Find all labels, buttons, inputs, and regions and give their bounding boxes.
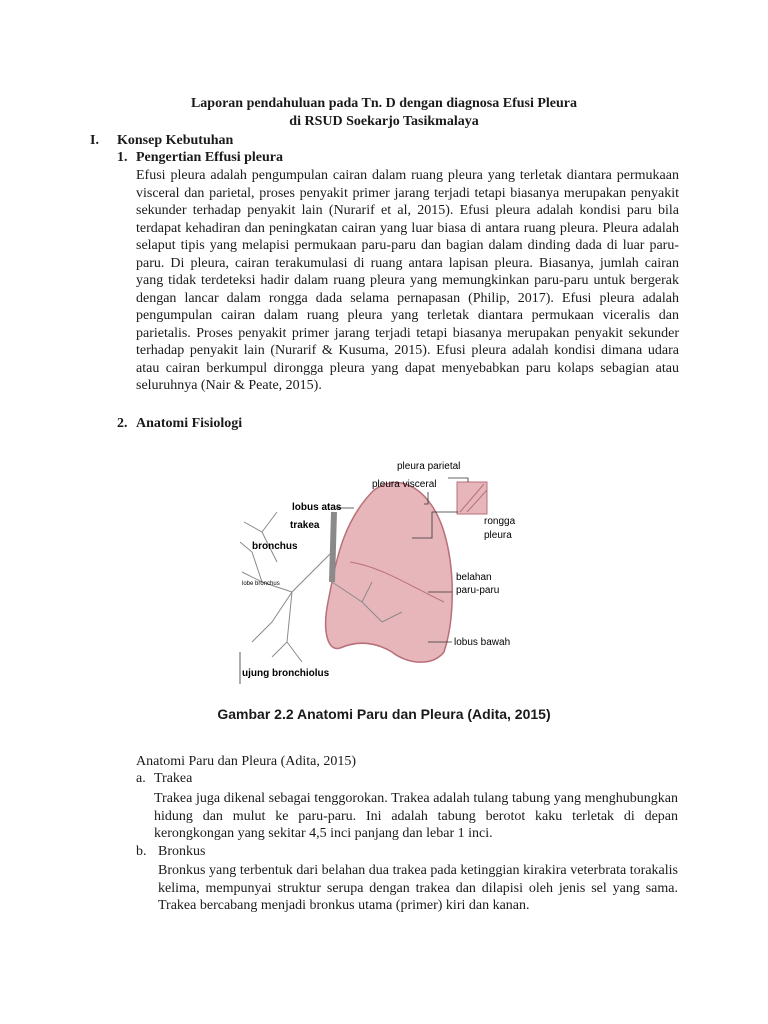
item-b-letter: b. [136,844,147,859]
item-a-body: Trakea juga dikenal sebagai tenggorokan. Trakea adalah tulang tabung yang menghubungkan hidung dan mulut ke paru-paru. Ini adalah tabung berotot kaku terletak di depan kerongkongan yang sekitar 4,5 inci panjang dan lebar 1 inci. [154,791,678,841]
subsection-1-number: 1. [117,150,128,165]
label-rongga-1: rongga [484,516,516,527]
anatomy-source-line: Anatomi Paru dan Pleura (Adita, 2015) [136,754,357,769]
label-belahan-2: paru-paru [456,585,500,596]
label-lobus-bawah: lobus bawah [454,637,511,648]
section-heading: Konsep Kebutuhan [117,133,234,148]
item-b-heading: Bronkus [158,844,206,859]
label-ujung-bronchiolus: ujung bronchiolus [242,668,330,679]
subsection-2-heading: Anatomi Fisiologi [136,416,243,431]
label-rongga-2: pleura [484,530,512,541]
figure-caption: Gambar 2.2 Anatomi Paru dan Pleura (Adita, 2015) [217,706,551,722]
label-belahan-1: belahan [456,572,492,583]
document-title-line-2: di RSUD Soekarjo Tasikmalaya [289,114,479,129]
label-pleura-parietal: pleura parietal [397,461,461,472]
section-numeral: I. [90,133,99,148]
label-lobe-bronchus: lobe bronchus [242,581,280,587]
document-title-line-1: Laporan pendahuluan pada Tn. D dengan diagnosa Efusi Pleura [190,96,578,111]
subsection-2-number: 2. [117,416,128,431]
item-a-letter: a. [136,771,146,786]
label-lobus-atas: lobus atas [292,502,342,513]
label-pleura-visceral: pleura visceral [372,479,437,490]
left-lung-shape [326,482,453,662]
lung-anatomy-figure [232,452,542,684]
label-bronchus: bronchus [252,541,298,552]
definition-paragraph: Efusi pleura adalah pengumpulan cairan dalam ruang pleura yang terletak diantara permukaan visceral dan parietal, proses penyakit primer jarang terjadi tetapi biasanya merupakan penyakit sekunder terhadap penyakit lain (Nurarif et al, 2015). Efusi pleura adalah kondisi paru bila terdapat kehadiran dan peningkatan cairan yang luar biasa di antara ruang pleura. Pleura adalah selaput tipis yang melapisi permukaan paru-paru dan bagian dalam dinding dada di luar paru-paru. Di pleura, cairan terakumulasi di ruang antara lapisan pleura. Biasanya, jumlah cairan yang tidak terdeteksi hadir dalam ruang pleura yang memungkinkan paru-paru untuk bergerak dengan lancar dalam rongga dada selama pernapasan (Philip, 2017). Efusi pleura adalah pengumpulan cairan dalam ruang pleura yang terletak diantara permukaan viceralis dan parietalis. Proses penyakit primer jarang terjadi tetapi biasanya merupakan penyakit sekunder terhadap penyakit lain (Nurarif & Kusuma, 2015). Efusi pleura adalah kondisi dimana udara atau cairan berkumpul dirongga pleura yang dapat menyebabkan paru kolaps sebagian atau seluruhnya (Nair & Peate, 2015). [136,168,679,393]
subsection-1-heading: Pengertian Effusi pleura [136,150,283,165]
item-b-body: Bronkus yang terbentuk dari belahan dua trakea pada ketinggian kirakira veterbrata torakalis kelima, mempunyai struktur serupa dengan trakea dan dilapisi oleh jenis sel yang sama. Trakea bercabang menjadi bronkus utama (primer) kiri dan kanan. [158,863,678,913]
label-trakea: trakea [290,520,320,531]
item-a-heading: Trakea [154,771,193,786]
